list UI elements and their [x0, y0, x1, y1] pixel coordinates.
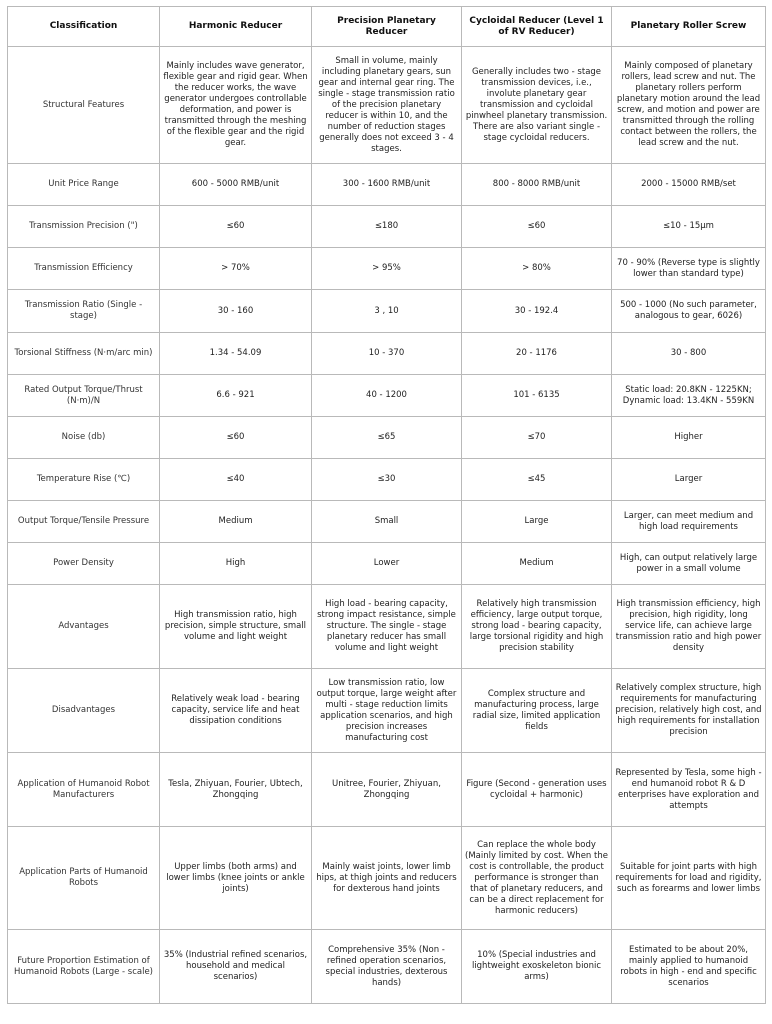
cell-cycloidal-reducer: Generally includes two - stage transmission devices, i.e., involute planetary gear transmission and cycloidal pinwheel planetary transmission. There are also variant single - stage cycloidal reducers. [462, 47, 612, 164]
cell-planetary-roller-screw: 30 - 800 [612, 333, 766, 375]
cell-precision-planetary-reducer: > 95% [312, 248, 462, 290]
row-label: Future Proportion Estimation of Humanoid Robots (Large - scale) [8, 930, 160, 1004]
cell-planetary-roller-screw: Relatively complex structure, high requirements for manufacturing precision, relatively high cost, and high requirements for installation precision [612, 669, 766, 753]
table-row [8, 206, 766, 248]
cell-cycloidal-reducer: Large [462, 501, 612, 543]
cell-harmonic-reducer: Upper limbs (both arms) and lower limbs (knee joints or ankle joints) [160, 827, 312, 930]
table-row [8, 827, 766, 930]
cell-harmonic-reducer: Mainly includes wave generator, flexible gear and rigid gear. When the reducer works, the wave generator undergoes controllable deformation, and power is transmitted through the meshing of the flexible gear and the rigid gear. [160, 47, 312, 164]
cell-harmonic-reducer: Medium [160, 501, 312, 543]
table-row [8, 930, 766, 1004]
row-label: Transmission Ratio (Single - stage) [8, 290, 160, 333]
cell-cycloidal-reducer: 20 - 1176 [462, 333, 612, 375]
table-row [8, 333, 766, 375]
cell-cycloidal-reducer: Medium [462, 543, 612, 585]
cell-cycloidal-reducer: 30 - 192.4 [462, 290, 612, 333]
table-row [8, 543, 766, 585]
cell-precision-planetary-reducer: Small [312, 501, 462, 543]
cell-harmonic-reducer: High transmission ratio, high precision, simple structure, small volume and light weight [160, 585, 312, 669]
row-label: Application of Humanoid Robot Manufacturers [8, 753, 160, 827]
cell-cycloidal-reducer: 800 - 8000 RMB/unit [462, 164, 612, 206]
cell-harmonic-reducer: 30 - 160 [160, 290, 312, 333]
row-label: Structural Features [8, 47, 160, 164]
header-precision-planetary-reducer: Precision Planetary Reducer [312, 7, 462, 47]
table-row [8, 248, 766, 290]
cell-planetary-roller-screw: Larger [612, 459, 766, 501]
row-label: Output Torque/Tensile Pressure [8, 501, 160, 543]
cell-planetary-roller-screw: Suitable for joint parts with high requirements for load and rigidity, such as forearms and lower limbs [612, 827, 766, 930]
cell-precision-planetary-reducer: Mainly waist joints, lower limb hips, at thigh joints and reducers for dexterous hand joints [312, 827, 462, 930]
header-planetary-roller-screw: Planetary Roller Screw [612, 7, 766, 47]
cell-cycloidal-reducer: Complex structure and manufacturing process, large radial size, limited application fields [462, 669, 612, 753]
table-row [8, 290, 766, 333]
cell-precision-planetary-reducer: 3 , 10 [312, 290, 462, 333]
cell-precision-planetary-reducer: 40 - 1200 [312, 375, 462, 417]
cell-harmonic-reducer: ≤40 [160, 459, 312, 501]
row-label: Transmission Efficiency [8, 248, 160, 290]
cell-planetary-roller-screw: Larger, can meet medium and high load requirements [612, 501, 766, 543]
row-label: Power Density [8, 543, 160, 585]
cell-harmonic-reducer: 6.6 - 921 [160, 375, 312, 417]
cell-precision-planetary-reducer: ≤180 [312, 206, 462, 248]
cell-harmonic-reducer: > 70% [160, 248, 312, 290]
cell-cycloidal-reducer: Can replace the whole body (Mainly limited by cost. When the cost is controllable, the product performance is stronger than that of planetary reducers, and can be a direct replacement for harmonic reducers) [462, 827, 612, 930]
row-label: Unit Price Range [8, 164, 160, 206]
cell-planetary-roller-screw: High, can output relatively large power in a small volume [612, 543, 766, 585]
row-label: Torsional Stiffness (N·m/arc min) [8, 333, 160, 375]
table-row [8, 459, 766, 501]
cell-planetary-roller-screw: Estimated to be about 20%, mainly applied to humanoid robots in high - end and specific scenarios [612, 930, 766, 1004]
row-label: Noise (db) [8, 417, 160, 459]
table-row [8, 164, 766, 206]
cell-harmonic-reducer: 1.34 - 54.09 [160, 333, 312, 375]
cell-harmonic-reducer: 600 - 5000 RMB/unit [160, 164, 312, 206]
table-row [8, 669, 766, 753]
cell-planetary-roller-screw: High transmission efficiency, high precision, high rigidity, long service life, can achieve large transmission ratio and high power density [612, 585, 766, 669]
cell-cycloidal-reducer: Relatively high transmission efficiency, large output torque, strong load - bearing capacity, large torsional rigidity and high precision stability [462, 585, 612, 669]
cell-precision-planetary-reducer: ≤30 [312, 459, 462, 501]
table-row [8, 47, 766, 164]
header-row [8, 7, 766, 47]
cell-cycloidal-reducer: Figure (Second - generation uses cycloidal + harmonic) [462, 753, 612, 827]
table-body [8, 47, 766, 1004]
cell-planetary-roller-screw: Static load: 20.8KN - 1225KN; Dynamic load: 13.4KN - 559KN [612, 375, 766, 417]
cell-cycloidal-reducer: ≤60 [462, 206, 612, 248]
table-row [8, 753, 766, 827]
table-row [8, 585, 766, 669]
cell-cycloidal-reducer: ≤70 [462, 417, 612, 459]
row-label: Advantages [8, 585, 160, 669]
header-classification: Classification [8, 7, 160, 47]
cell-harmonic-reducer: Relatively weak load - bearing capacity, service life and heat dissipation conditions [160, 669, 312, 753]
cell-planetary-roller-screw: ≤10 - 15μm [612, 206, 766, 248]
table-row [8, 417, 766, 459]
row-label: Temperature Rise (℃) [8, 459, 160, 501]
cell-cycloidal-reducer: 10% (Special industries and lightweight exoskeleton bionic arms) [462, 930, 612, 1004]
cell-precision-planetary-reducer: Comprehensive 35% (Non - refined operation scenarios, special industries, dexterous hands) [312, 930, 462, 1004]
row-label: Rated Output Torque/Thrust (N·m)/N [8, 375, 160, 417]
table-row [8, 501, 766, 543]
cell-planetary-roller-screw: Mainly composed of planetary rollers, lead screw and nut. The planetary rollers perform planetary motion around the lead screw, and motion and power are transmitted through the rolling contact between the rollers, the lead screw and the nut. [612, 47, 766, 164]
cell-planetary-roller-screw: Represented by Tesla, some high - end humanoid robot R & D enterprises have exploration and attempts [612, 753, 766, 827]
cell-precision-planetary-reducer: High load - bearing capacity, strong impact resistance, simple structure. The single - stage planetary reducer has small volume and light weight [312, 585, 462, 669]
cell-planetary-roller-screw: 500 - 1000 (No such parameter, analogous to gear, 6026) [612, 290, 766, 333]
row-label: Disadvantages [8, 669, 160, 753]
table-row [8, 375, 766, 417]
cell-planetary-roller-screw: 2000 - 15000 RMB/set [612, 164, 766, 206]
cell-harmonic-reducer: Tesla, Zhiyuan, Fourier, Ubtech, Zhongqing [160, 753, 312, 827]
cell-harmonic-reducer: ≤60 [160, 417, 312, 459]
cell-precision-planetary-reducer: Small in volume, mainly including planetary gears, sun gear and internal gear ring. The single - stage transmission ratio of the precision planetary reducer is within 10, and the number of reduction stages generally does not exceed 3 - 4 stages. [312, 47, 462, 164]
cell-precision-planetary-reducer: ≤65 [312, 417, 462, 459]
cell-precision-planetary-reducer: 10 - 370 [312, 333, 462, 375]
cell-harmonic-reducer: High [160, 543, 312, 585]
cell-precision-planetary-reducer: Lower [312, 543, 462, 585]
cell-harmonic-reducer: ≤60 [160, 206, 312, 248]
cell-planetary-roller-screw: Higher [612, 417, 766, 459]
cell-precision-planetary-reducer: Unitree, Fourier, Zhiyuan, Zhongqing [312, 753, 462, 827]
cell-cycloidal-reducer: 101 - 6135 [462, 375, 612, 417]
cell-planetary-roller-screw: 70 - 90% (Reverse type is slightly lower than standard type) [612, 248, 766, 290]
header-cycloidal-reducer: Cycloidal Reducer (Level 1 of RV Reducer) [462, 7, 612, 47]
cell-precision-planetary-reducer: 300 - 1600 RMB/unit [312, 164, 462, 206]
comparison-table [7, 6, 766, 1004]
cell-harmonic-reducer: 35% (Industrial refined scenarios, household and medical scenarios) [160, 930, 312, 1004]
cell-cycloidal-reducer: > 80% [462, 248, 612, 290]
cell-precision-planetary-reducer: Low transmission ratio, low output torque, large weight after multi - stage reduction limits application scenarios, and high precision increases manufacturing cost [312, 669, 462, 753]
row-label: Transmission Precision (") [8, 206, 160, 248]
header-harmonic-reducer: Harmonic Reducer [160, 7, 312, 47]
cell-cycloidal-reducer: ≤45 [462, 459, 612, 501]
row-label: Application Parts of Humanoid Robots [8, 827, 160, 930]
